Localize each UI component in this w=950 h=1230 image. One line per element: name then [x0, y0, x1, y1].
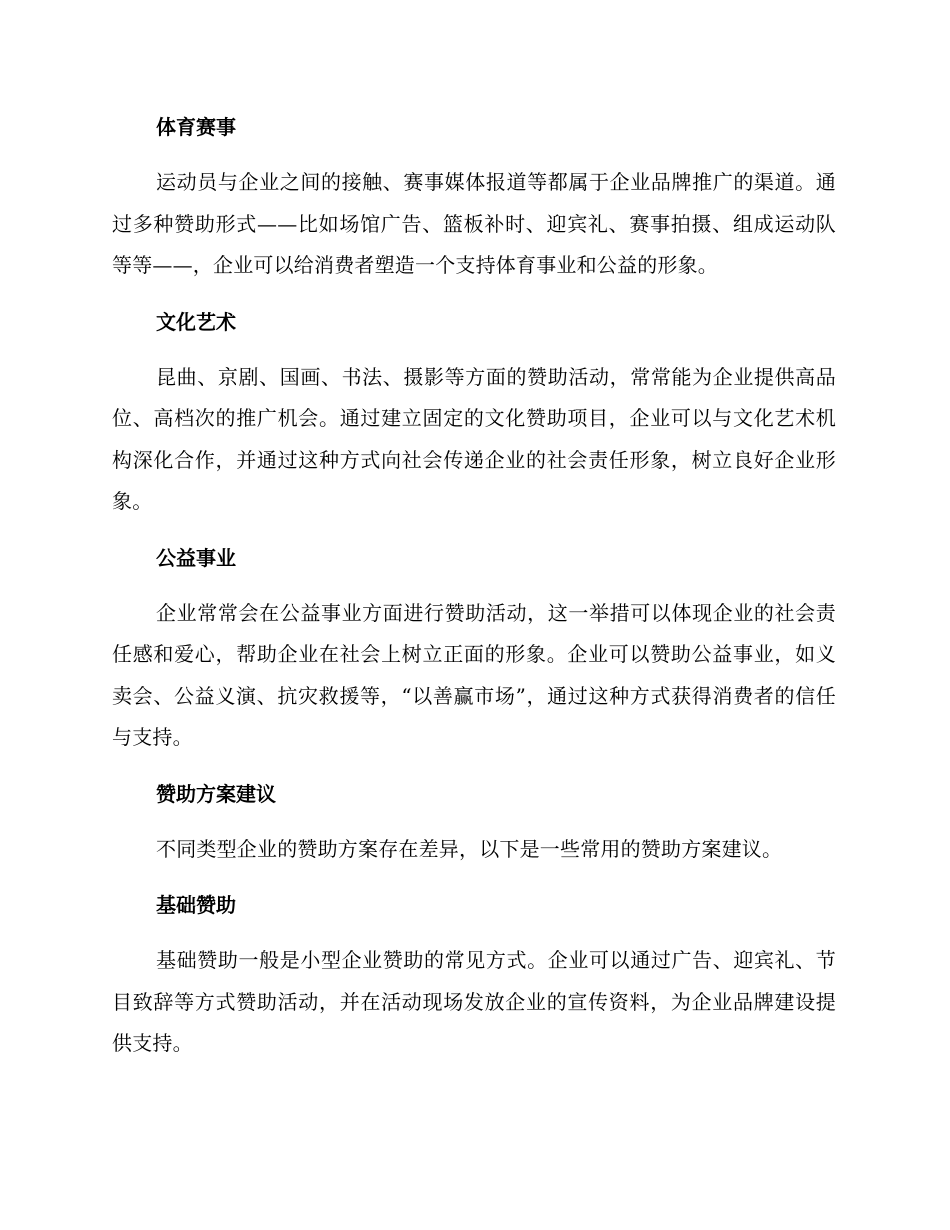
section-heading: 公益事业 [156, 545, 236, 570]
section-paragraph: 运动员与企业之间的接触、赛事媒体报道等都属于企业品牌推广的渠道。通过多种赞助形式——比如场馆广告、篮板补时、迎宾礼、赛事拍摄、组成运动队等等——，企业可以给消费者塑造一个支持体育事业和公益的形象。 [112, 170, 836, 277]
section-sports-events [112, 108, 836, 287]
section-culture-art [112, 303, 836, 523]
section-heading: 基础赞助 [156, 893, 236, 917]
section-paragraph: 基础赞助一般是小型企业赞助的常见方式。企业可以通过广告、迎宾礼、节目致辞等方式赞助活动，并在活动现场发放企业的宣传资料，为企业品牌建设提供支持。 [112, 948, 836, 1055]
section-paragraph: 企业常常会在公益事业方面进行赞助活动，这一举措可以体现企业的社会责任感和爱心，帮助企业在社会上树立正面的形象。企业可以赞助公益事业，如义卖会、公益义演、抗灾救援等，“以善赢市场”，通过这种方式获得消费者的信任与支持。 [112, 600, 836, 749]
section-sponsorship-suggestions [112, 775, 836, 871]
section-paragraph: 昆曲、京剧、国画、书法、摄影等方面的赞助活动，常常能为企业提供高品位、高档次的推广机会。通过建立固定的文化赞助项目，企业可以与文化艺术机构深化合作，并通过这种方式向社会传递企业的社会责任形象，树立良好企业形象。 [112, 364, 836, 513]
section-paragraph: 不同类型企业的赞助方案存在差异，以下是一些常用的赞助方案建议。 [156, 836, 783, 861]
document-page [112, 108, 836, 1081]
section-heading: 文化艺术 [156, 309, 236, 334]
section-public-welfare [112, 539, 836, 759]
section-heading: 赞助方案建议 [156, 781, 276, 806]
section-basic-sponsorship [112, 886, 836, 1065]
section-heading: 体育赛事 [156, 115, 236, 139]
